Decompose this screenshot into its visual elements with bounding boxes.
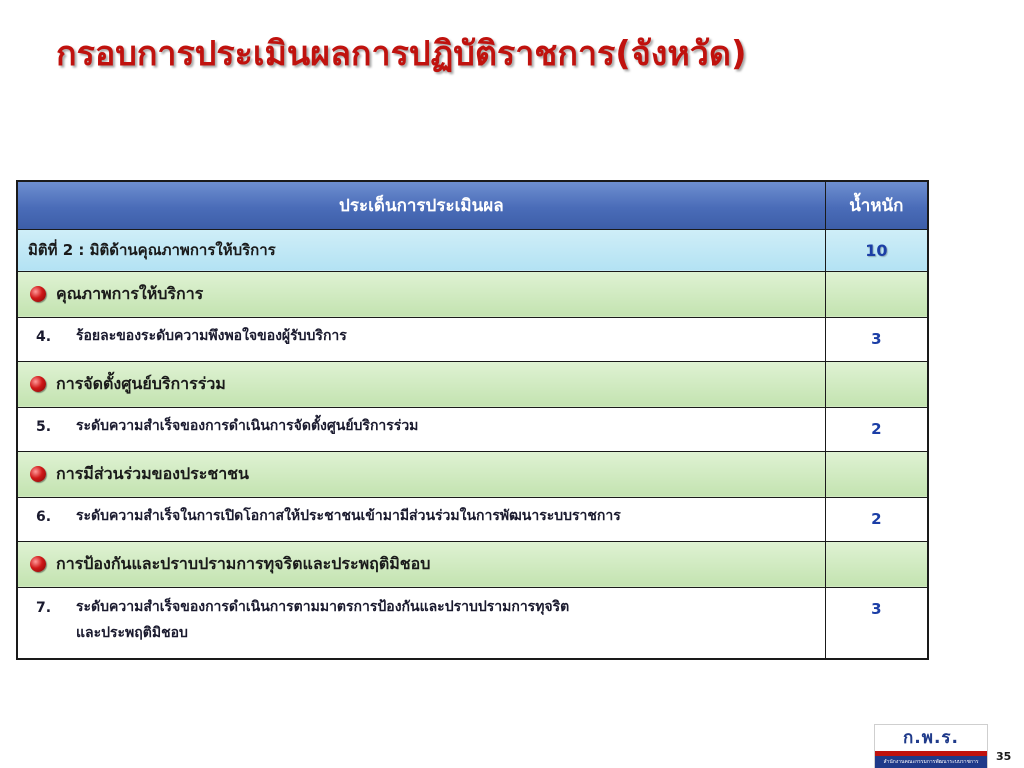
item-text: ระดับความสำเร็จของการดำเนินการตามมาตรการป้องกันและปราบปรามการทุจริต และประพฤติมิชอบ [76,598,570,641]
group-row [17,451,928,497]
group-label: คุณภาพการให้บริการ [56,283,204,303]
group-weight-empty [825,451,928,497]
dimension-label: มิติที่ 2 : มิติด้านคุณภาพการให้บริการ [17,229,825,271]
item-text: ระดับความสำเร็จในการเปิดโอกาสให้ประชาชนเข้ามามีส่วนร่วมในการพัฒนาระบบราชการ [76,508,621,524]
header-weight: น้ำหนัก [825,181,928,229]
opdc-logo [874,724,988,768]
header-issue: ประเด็นการประเมินผล [17,181,825,229]
item-weight: 3 [825,587,928,659]
group-label: การป้องกันและปราบปรามการทุจริตและประพฤติมิชอบ [56,553,431,573]
logo-subtext: สำนักงานคณะกรรมการพัฒนาระบบราชการ [875,756,987,768]
table-row [17,497,928,541]
item-number: 4. [36,329,52,345]
item-number: 5. [36,419,52,435]
item-weight: 2 [825,407,928,451]
red-bullet-icon [30,466,46,482]
table-row [17,317,928,361]
table-row [17,407,928,451]
item-text: ระดับความสำเร็จของการดำเนินการจัดตั้งศูนย์บริการร่วม [76,418,419,434]
item-text: ร้อยละของระดับความพึงพอใจของผู้รับบริการ [76,328,347,344]
item-weight: 3 [825,317,928,361]
red-bullet-icon [30,286,46,302]
item-weight: 2 [825,497,928,541]
group-weight-empty [825,271,928,317]
evaluation-table [16,180,929,660]
slide-title: กรอบการประเมินผลการปฏิบัติราชการ(จังหวัด) [56,34,747,74]
item-number: 6. [36,509,52,525]
group-row [17,271,928,317]
dimension-row [17,229,928,271]
group-row [17,361,928,407]
group-weight-empty [825,541,928,587]
group-label: การมีส่วนร่วมของประชาชน [56,463,249,483]
logo-text: ก.พ.ร. [902,728,959,748]
red-bullet-icon [30,556,46,572]
group-weight-empty [825,361,928,407]
table-row [17,587,928,659]
table-header-row [17,181,928,229]
page-number: 35 [996,750,1012,763]
group-label: การจัดตั้งศูนย์บริการร่วม [56,373,226,393]
dimension-weight: 10 [825,229,928,271]
item-number: 7. [36,599,52,616]
red-bullet-icon [30,376,46,392]
group-row [17,541,928,587]
